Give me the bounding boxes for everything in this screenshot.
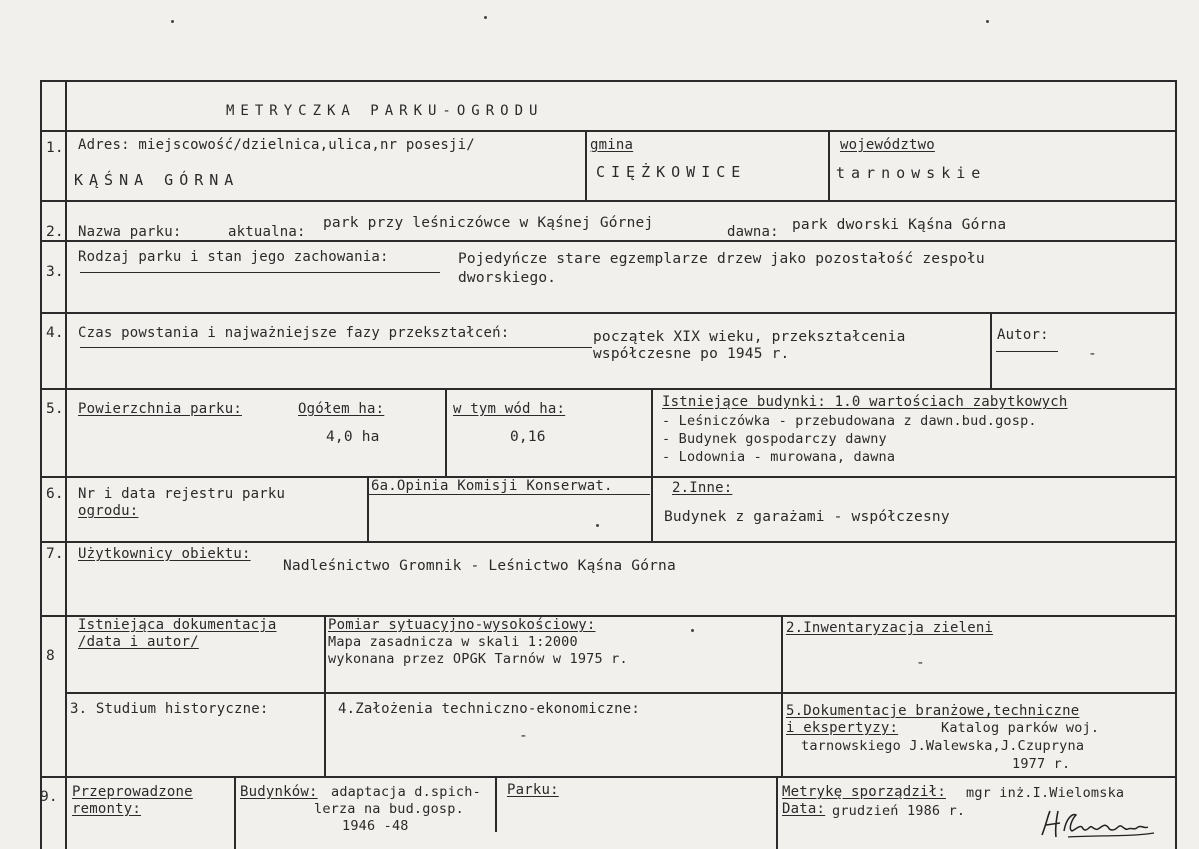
- speck: [596, 524, 599, 527]
- col-line: [828, 130, 830, 200]
- frame-top: [40, 80, 1177, 82]
- branch-docs-line3: 1977 r.: [1012, 756, 1071, 772]
- frame-left: [40, 80, 42, 849]
- park-name-former-label: dawna:: [727, 224, 779, 240]
- col-line: [234, 776, 236, 849]
- row-number-6: 6.: [46, 486, 64, 502]
- row-number-8: 8: [46, 648, 55, 664]
- other-value: Budynek z garażami - współczesny: [664, 509, 950, 525]
- history-phases-label: Czas powstania i najważniejsze fazy przekształceń:: [78, 325, 510, 341]
- users-label: Użytkownicy obiektu:: [78, 546, 251, 562]
- address-label: Adres: miejscowość/dzielnica,ulica,nr posesji/: [78, 137, 475, 153]
- area-water-value: 0,16: [510, 429, 546, 445]
- branch-docs-line2: tarnowskiego J.Walewska,J.Czupryna: [801, 738, 1085, 754]
- date-label: Data:: [782, 801, 826, 817]
- history-phases-line1: początek XIX wieku, przekształcenia: [593, 329, 906, 345]
- tech-econ-label: 4.Założenia techniczno-ekonomiczne:: [338, 701, 641, 717]
- row-number-3: 3.: [46, 264, 64, 280]
- park-name-current-value: park przy leśniczówce w Kąśnej Górnej: [323, 215, 654, 231]
- inventory-value: -: [916, 655, 925, 671]
- underline: [80, 347, 592, 348]
- signature-image: [1038, 805, 1158, 841]
- row-number-2: 2.: [46, 224, 64, 240]
- speck: [484, 16, 487, 19]
- row-line: [65, 692, 1177, 694]
- row-number-4: 4.: [46, 325, 64, 341]
- park-name-former-value: park dworski Kąśna Górna: [792, 217, 1007, 233]
- users-value: Nadleśnictwo Gromnik - Leśnictwo Kąśna Górna: [283, 558, 676, 574]
- area-total-label: Ogółem ha:: [298, 401, 385, 417]
- tech-econ-value: -: [519, 728, 528, 744]
- speck: [691, 629, 694, 632]
- row-line: [40, 130, 1177, 132]
- row-number-9: 9.: [40, 789, 58, 805]
- survey-line1: Mapa zasadnicza w skali 1:2000: [328, 634, 578, 650]
- col-line: [445, 388, 447, 476]
- author-value: -: [1088, 346, 1097, 362]
- speck: [986, 20, 989, 23]
- building-item: - Budynek gospodarczy dawny: [662, 431, 887, 447]
- col-line: [651, 476, 653, 541]
- repairs-buildings-line3: 1946 -48: [342, 818, 409, 834]
- gmina-value: CIĘŻKOWICE: [596, 163, 747, 181]
- col-line: [324, 615, 326, 776]
- register-label-line1: Nr i data rejestru parku: [78, 486, 286, 502]
- repairs-buildings-line2: lerza na bud.gosp.: [314, 801, 464, 817]
- col-line: [585, 130, 587, 200]
- prepared-by-value: mgr inż.I.Wielomska: [966, 785, 1125, 801]
- col-line: [781, 615, 783, 776]
- prepared-by-label: Metrykę sporządził:: [782, 784, 946, 800]
- row-line: [40, 776, 1177, 778]
- gmina-label: gmina: [590, 137, 634, 153]
- inventory-label: 2.Inwentaryzacja zieleni: [786, 620, 994, 636]
- address-value: KĄŚNA GÓRNA: [74, 171, 240, 189]
- other-label: 2.Inne:: [672, 480, 733, 496]
- frame-right: [1175, 80, 1177, 849]
- row-line: [40, 312, 1177, 314]
- row-number-5: 5.: [46, 401, 64, 417]
- history-study-label: 3. Studium historyczne:: [70, 701, 269, 717]
- documentation-label-line1: Istniejąca dokumentacja: [78, 617, 277, 633]
- repairs-label-line1: Przeprowadzone: [72, 784, 193, 800]
- row-number-1: 1.: [46, 140, 64, 156]
- repairs-buildings-label: Budynków:: [240, 784, 318, 800]
- survey-label: Pomiar sytuacyjno-wysokościowy:: [328, 617, 596, 633]
- area-water-label: w tym wód ha:: [453, 401, 566, 417]
- history-phases-line2: współczesne po 1945 r.: [593, 346, 790, 362]
- form-title: METRYCZKA PARKU-OGRODU: [226, 103, 544, 119]
- row-number-7: 7.: [46, 546, 64, 562]
- documentation-label-line2: /data i autor/: [78, 634, 199, 650]
- speck: [171, 20, 174, 23]
- park-type-value-line1: Pojedyńcze stare egzemplarze drzew jako pozostałość zespołu: [458, 251, 985, 267]
- date-value: grudzień 1986 r.: [832, 803, 966, 819]
- repairs-park-label: Parku:: [507, 782, 559, 798]
- col-line: [990, 312, 992, 388]
- park-type-label: Rodzaj parku i stan jego zachowania:: [78, 249, 389, 265]
- area-label: Powierzchnia parku:: [78, 401, 242, 417]
- author-label: Autor:: [997, 327, 1049, 343]
- park-type-value-line2: dworskiego.: [458, 270, 557, 286]
- repairs-label-line2: remonty:: [72, 801, 142, 817]
- conservator-opinion-label: 6a.Opinia Komisji Konserwat.: [371, 478, 613, 494]
- col-line: [651, 388, 653, 476]
- buildings-label: Istniejące budynki: 1.0 wartościach zabytkowych: [662, 394, 1068, 410]
- branch-docs-label-line1: 5.Dokumentacje branżowe,techniczne: [786, 703, 1080, 719]
- col-line: [367, 476, 369, 541]
- row-line: [40, 200, 1177, 202]
- building-item: - Leśniczówka - przebudowana z dawn.bud.gosp.: [662, 413, 1037, 429]
- area-total-value: 4,0 ha: [326, 429, 380, 445]
- park-name-label: Nazwa parku:: [78, 224, 182, 240]
- park-name-current-label: aktualna:: [228, 224, 306, 240]
- wojewodztwo-value: tarnowskie: [836, 164, 987, 182]
- col-line: [495, 776, 497, 832]
- branch-docs-label-line2: i ekspertyzy:: [786, 720, 899, 736]
- repairs-buildings-line1: adaptacja d.spich-: [331, 784, 481, 800]
- wojewodztwo-label: województwo: [840, 137, 935, 153]
- row-line: [40, 240, 1177, 242]
- number-column-line: [65, 80, 67, 849]
- underline: [80, 272, 440, 273]
- row-line: [40, 541, 1177, 543]
- survey-line2: wykonana przez OPGK Tarnów w 1975 r.: [328, 651, 628, 667]
- building-item: - Lodownia - murowana, dawna: [662, 449, 896, 465]
- branch-docs-line1: Katalog parków woj.: [941, 720, 1100, 736]
- col-line: [776, 776, 778, 849]
- underline: [996, 351, 1058, 352]
- row-line: [40, 388, 1177, 390]
- register-label-line2: ogrodu:: [78, 503, 139, 519]
